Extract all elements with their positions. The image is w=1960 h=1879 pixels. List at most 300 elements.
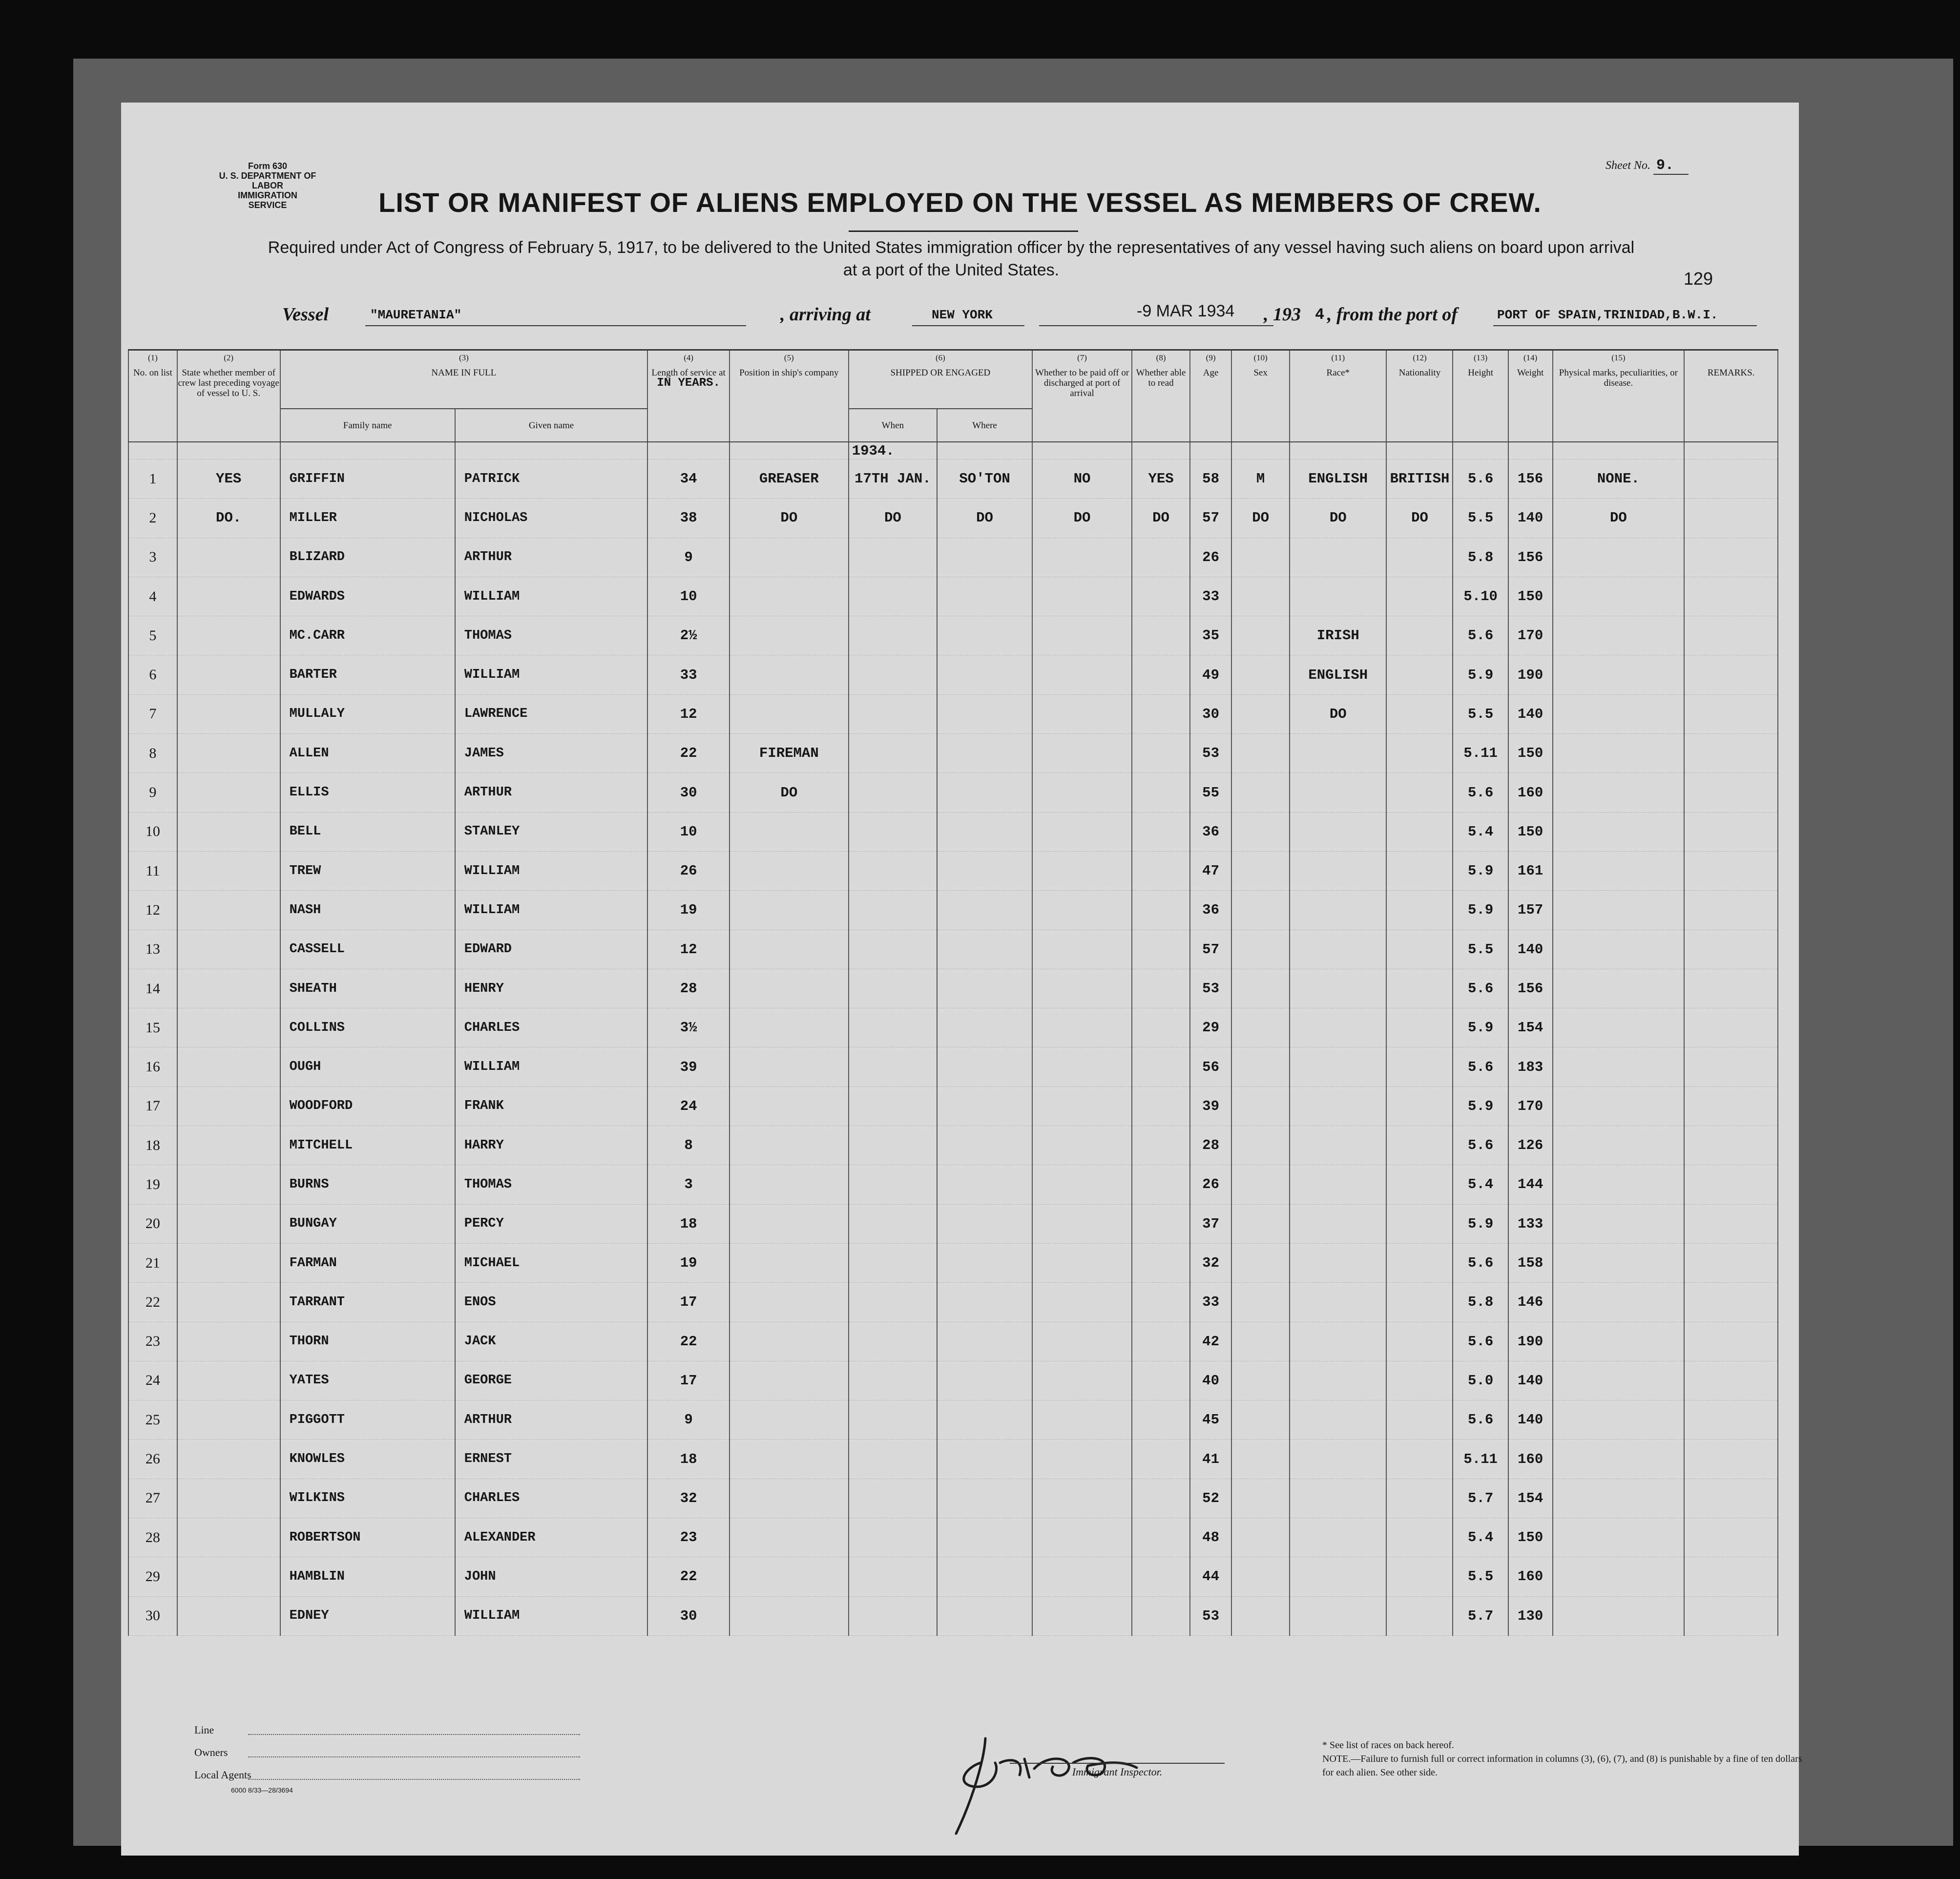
col-header-shipped: (6) SHIPPED OR ENGAGED <box>849 350 1032 409</box>
remarks-cell <box>1684 930 1778 969</box>
age-cell: 56 <box>1190 1047 1231 1086</box>
row-number-cell: 20 <box>128 1204 177 1243</box>
years-of-service-cell: 22 <box>647 1322 730 1361</box>
row-number-cell: 30 <box>128 1596 177 1635</box>
age-cell: 57 <box>1190 930 1231 969</box>
date-stamp: -9 MAR 1934 <box>1137 302 1235 320</box>
able-to-read-cell <box>1132 1008 1190 1047</box>
shipped-when-cell <box>849 812 937 851</box>
age-cell: 44 <box>1190 1557 1231 1596</box>
given-name-cell: WILLIAM <box>455 655 647 694</box>
row-number-cell: 5 <box>128 616 177 655</box>
able-to-read-cell <box>1132 1361 1190 1400</box>
weight-cell: 140 <box>1508 694 1553 733</box>
shipped-where-cell <box>937 773 1032 812</box>
given-name-cell: WILLIAM <box>455 1596 647 1635</box>
shipped-when-cell <box>849 1008 937 1047</box>
footer-notes <box>1322 1738 1811 1779</box>
family-name-cell: EDWARDS <box>280 577 455 616</box>
sex-cell <box>1231 538 1290 577</box>
family-name-cell: BUNGAY <box>280 1204 455 1243</box>
height-cell: 5.9 <box>1453 1086 1508 1126</box>
height-cell: 5.6 <box>1453 773 1508 812</box>
age-cell: 37 <box>1190 1204 1231 1243</box>
nationality-cell <box>1386 851 1453 890</box>
weight-cell: 160 <box>1508 773 1553 812</box>
family-name-cell: THORN <box>280 1322 455 1361</box>
weight-cell: 183 <box>1508 1047 1553 1086</box>
table-row <box>128 1440 1778 1479</box>
sheet-number-value: 9. <box>1653 157 1689 175</box>
given-name-cell: JACK <box>455 1322 647 1361</box>
shipped-where-cell: SO'TON <box>937 459 1032 499</box>
table-row <box>128 1126 1778 1165</box>
position-cell: DO <box>730 773 849 812</box>
years-of-service-cell: 33 <box>647 655 730 694</box>
age-cell: 45 <box>1190 1400 1231 1440</box>
sex-cell <box>1231 1440 1290 1479</box>
remarks-cell <box>1684 891 1778 930</box>
remarks-cell <box>1684 1008 1778 1047</box>
shipped-where-cell <box>937 930 1032 969</box>
previous-voyage-cell <box>177 734 280 773</box>
years-of-service-cell: 17 <box>647 1361 730 1400</box>
title-underline <box>849 230 1078 232</box>
shipped-where-cell <box>937 851 1032 890</box>
weight-cell: 140 <box>1508 499 1553 538</box>
able-to-read-cell <box>1132 1243 1190 1282</box>
able-to-read-cell <box>1132 1400 1190 1440</box>
shipped-where-cell <box>937 1361 1032 1400</box>
col-header-height: (13) Height <box>1453 350 1508 442</box>
family-name-cell: KNOWLES <box>280 1440 455 1479</box>
table-row <box>128 891 1778 930</box>
arrival-port: NEW YORK <box>932 308 993 322</box>
age-cell: 36 <box>1190 812 1231 851</box>
paid-off-cell <box>1032 616 1132 655</box>
paid-off-cell <box>1032 1322 1132 1361</box>
line-label: Line <box>194 1724 214 1736</box>
previous-voyage-cell: YES <box>177 459 280 499</box>
height-cell: 5.5 <box>1453 930 1508 969</box>
weight-cell: 140 <box>1508 930 1553 969</box>
page-subtitle: Required under Act of Congress of February 5, 1917, to be delivered to the United States immigration officer by the representatives of any vessel having such aliens on board upon arrival at a port of the United States. <box>268 238 1635 279</box>
paid-off-cell <box>1032 1283 1132 1322</box>
weight-cell: 150 <box>1508 1518 1553 1557</box>
shipped-where-cell <box>937 1283 1032 1322</box>
given-name-cell: ARTHUR <box>455 1400 647 1440</box>
previous-voyage-cell <box>177 616 280 655</box>
remarks-cell <box>1684 694 1778 733</box>
height-cell: 5.5 <box>1453 694 1508 733</box>
weight-cell: 161 <box>1508 851 1553 890</box>
shipped-where-cell <box>937 734 1032 773</box>
family-name-cell: MULLALY <box>280 694 455 733</box>
sex-cell <box>1231 891 1290 930</box>
table-row <box>128 655 1778 694</box>
row-number-cell: 25 <box>128 1400 177 1440</box>
able-to-read-cell <box>1132 1204 1190 1243</box>
weight-cell: 156 <box>1508 969 1553 1008</box>
from-port-label: , from the port of <box>1327 304 1458 325</box>
age-cell: 58 <box>1190 459 1231 499</box>
position-cell <box>730 891 849 930</box>
position-cell <box>730 616 849 655</box>
shipped-when-cell <box>849 773 937 812</box>
col-header-race: (11) Race* <box>1290 350 1386 442</box>
row-number-cell: 4 <box>128 577 177 616</box>
nationality-cell <box>1386 1322 1453 1361</box>
family-name-cell: COLLINS <box>280 1008 455 1047</box>
paid-off-cell <box>1032 1479 1132 1518</box>
age-cell: 36 <box>1190 891 1231 930</box>
given-name-cell: THOMAS <box>455 616 647 655</box>
remarks-cell <box>1684 1596 1778 1635</box>
family-name-cell: ROBERTSON <box>280 1518 455 1557</box>
family-name-cell: MC.CARR <box>280 616 455 655</box>
paid-off-cell <box>1032 1204 1132 1243</box>
row-number-cell: 27 <box>128 1479 177 1518</box>
years-of-service-cell: 18 <box>647 1204 730 1243</box>
previous-voyage-cell <box>177 1243 280 1282</box>
shipped-where-cell <box>937 1243 1032 1282</box>
given-name-cell: JOHN <box>455 1557 647 1596</box>
shipped-where-cell: DO <box>937 499 1032 538</box>
col-header-paid-off: (7) Whether to be paid off or discharged at port of arrival <box>1032 350 1132 442</box>
age-cell: 47 <box>1190 851 1231 890</box>
race-cell <box>1290 1440 1386 1479</box>
col-header-family-name: Family name <box>280 409 455 442</box>
sex-cell <box>1231 1596 1290 1635</box>
row-number-cell: 24 <box>128 1361 177 1400</box>
given-name-cell: GEORGE <box>455 1361 647 1400</box>
height-cell: 5.6 <box>1453 616 1508 655</box>
family-name-cell: WOODFORD <box>280 1086 455 1126</box>
years-of-service-cell: 34 <box>647 459 730 499</box>
years-of-service-cell: 30 <box>647 773 730 812</box>
physical-marks-cell <box>1553 538 1685 577</box>
table-row <box>128 1047 1778 1086</box>
remarks-cell <box>1684 538 1778 577</box>
given-name-cell: STANLEY <box>455 812 647 851</box>
shipped-where-cell <box>937 1008 1032 1047</box>
sex-cell <box>1231 1126 1290 1165</box>
physical-marks-cell <box>1553 1008 1685 1047</box>
race-cell <box>1290 1047 1386 1086</box>
service-name: IMMIGRATION SERVICE <box>238 190 297 210</box>
sex-cell <box>1231 577 1290 616</box>
able-to-read-cell <box>1132 616 1190 655</box>
family-name-cell: MILLER <box>280 499 455 538</box>
family-name-cell: NASH <box>280 891 455 930</box>
able-to-read-cell <box>1132 1086 1190 1126</box>
nationality-cell <box>1386 1361 1453 1400</box>
family-name-cell: ALLEN <box>280 734 455 773</box>
paid-off-cell <box>1032 1126 1132 1165</box>
given-name-cell: HENRY <box>455 969 647 1008</box>
nationality-cell <box>1386 616 1453 655</box>
family-name-cell: TARRANT <box>280 1283 455 1322</box>
shipped-when-cell <box>849 1400 937 1440</box>
weight-cell: 146 <box>1508 1283 1553 1322</box>
row-number-cell: 17 <box>128 1086 177 1126</box>
race-cell <box>1290 1165 1386 1204</box>
nationality-cell <box>1386 1440 1453 1479</box>
height-cell: 5.9 <box>1453 891 1508 930</box>
weight-cell: 190 <box>1508 1322 1553 1361</box>
nationality-cell <box>1386 1204 1453 1243</box>
year-digit: 4 <box>1315 306 1325 324</box>
able-to-read-cell <box>1132 655 1190 694</box>
years-of-service-cell: 26 <box>647 851 730 890</box>
weight-cell: 157 <box>1508 891 1553 930</box>
previous-voyage-cell <box>177 1126 280 1165</box>
previous-voyage-cell <box>177 577 280 616</box>
position-cell <box>730 1086 849 1126</box>
weight-cell: 130 <box>1508 1596 1553 1635</box>
able-to-read-cell: YES <box>1132 459 1190 499</box>
physical-marks-cell <box>1553 1479 1685 1518</box>
sex-cell <box>1231 1479 1290 1518</box>
able-to-read-cell: DO <box>1132 499 1190 538</box>
age-cell: 26 <box>1190 538 1231 577</box>
age-cell: 32 <box>1190 1243 1231 1282</box>
sex-cell <box>1231 1283 1290 1322</box>
shipped-when-cell <box>849 1126 937 1165</box>
shipped-where-cell <box>937 1322 1032 1361</box>
col-header-name: (3) NAME IN FULL <box>280 350 648 409</box>
remarks-cell <box>1684 969 1778 1008</box>
paid-off-cell <box>1032 655 1132 694</box>
row-number-cell: 6 <box>128 655 177 694</box>
physical-marks-cell <box>1553 1047 1685 1086</box>
shipped-where-cell <box>937 1400 1032 1440</box>
able-to-read-cell <box>1132 1518 1190 1557</box>
weight-cell: 160 <box>1508 1440 1553 1479</box>
col-header-length-of-service: (4) Length of service at IN YEARS. <box>647 350 730 442</box>
races-note: * See list of races on back hereof. <box>1322 1740 1454 1751</box>
form-print-code: 6000 8/33—28/3694 <box>231 1786 293 1794</box>
row-number-cell: 12 <box>128 891 177 930</box>
shipped-where-cell <box>937 1165 1032 1204</box>
position-cell <box>730 1557 849 1596</box>
position-cell <box>730 1283 849 1322</box>
race-cell <box>1290 1283 1386 1322</box>
previous-voyage-cell <box>177 1283 280 1322</box>
height-cell: 5.8 <box>1453 538 1508 577</box>
position-cell <box>730 1479 849 1518</box>
col-header-weight: (14) Weight <box>1508 350 1553 442</box>
table-row <box>128 773 1778 812</box>
years-of-service-cell: 10 <box>647 812 730 851</box>
able-to-read-cell <box>1132 1126 1190 1165</box>
race-cell <box>1290 1204 1386 1243</box>
paid-off-cell <box>1032 1008 1132 1047</box>
shipped-when-cell <box>849 1596 937 1635</box>
paid-off-cell: NO <box>1032 459 1132 499</box>
sex-cell <box>1231 1400 1290 1440</box>
col-header-remarks: REMARKS. <box>1684 350 1778 442</box>
row-number-cell: 1 <box>128 459 177 499</box>
shipped-where-cell <box>937 1557 1032 1596</box>
height-cell: 5.6 <box>1453 1126 1508 1165</box>
paid-off-cell <box>1032 1086 1132 1126</box>
family-name-cell: BURNS <box>280 1165 455 1204</box>
table-row <box>128 851 1778 890</box>
years-of-service-cell: 10 <box>647 577 730 616</box>
position-cell <box>730 694 849 733</box>
given-name-cell: PATRICK <box>455 459 647 499</box>
given-name-cell: EDWARD <box>455 930 647 969</box>
table-row <box>128 577 1778 616</box>
nationality-cell <box>1386 891 1453 930</box>
years-of-service-cell: 23 <box>647 1518 730 1557</box>
sex-cell: DO <box>1231 499 1290 538</box>
nationality-cell <box>1386 1047 1453 1086</box>
previous-voyage-cell <box>177 1557 280 1596</box>
remarks-cell <box>1684 1204 1778 1243</box>
shipped-when-cell <box>849 891 937 930</box>
remarks-cell <box>1684 616 1778 655</box>
nationality-cell <box>1386 1518 1453 1557</box>
given-name-cell: ENOS <box>455 1283 647 1322</box>
shipped-where-cell <box>937 891 1032 930</box>
physical-marks-cell <box>1553 1518 1685 1557</box>
sex-cell <box>1231 851 1290 890</box>
paid-off-cell: DO <box>1032 499 1132 538</box>
row-number-cell: 21 <box>128 1243 177 1282</box>
col-header-given-name: Given name <box>455 409 647 442</box>
height-cell: 5.10 <box>1453 577 1508 616</box>
race-cell <box>1290 891 1386 930</box>
departure-port: PORT OF SPAIN,TRINIDAD,B.W.I. <box>1497 308 1718 322</box>
remarks-cell <box>1684 851 1778 890</box>
shipped-when-cell <box>849 616 937 655</box>
sex-cell <box>1231 1518 1290 1557</box>
physical-marks-cell <box>1553 1243 1685 1282</box>
table-row <box>128 1479 1778 1518</box>
nationality-cell <box>1386 1086 1453 1126</box>
position-cell <box>730 1126 849 1165</box>
row-number-cell: 13 <box>128 930 177 969</box>
manifest-sheet <box>121 103 1802 1856</box>
family-name-cell: EDNEY <box>280 1596 455 1635</box>
owners-block <box>194 1724 251 1791</box>
family-name-cell: YATES <box>280 1361 455 1400</box>
previous-voyage-cell <box>177 694 280 733</box>
shipped-where-cell <box>937 538 1032 577</box>
weight-cell: 170 <box>1508 1086 1553 1126</box>
row-number-cell: 9 <box>128 773 177 812</box>
physical-marks-cell <box>1553 930 1685 969</box>
years-of-service-cell: 30 <box>647 1596 730 1635</box>
remarks-cell <box>1684 734 1778 773</box>
shipped-when-cell <box>849 930 937 969</box>
paid-off-cell <box>1032 694 1132 733</box>
paid-off-cell <box>1032 1518 1132 1557</box>
able-to-read-cell <box>1132 812 1190 851</box>
shipped-when-cell <box>849 734 937 773</box>
sex-cell <box>1231 1204 1290 1243</box>
shipped-when-cell <box>849 577 937 616</box>
age-cell: 40 <box>1190 1361 1231 1400</box>
shipped-where-cell <box>937 694 1032 733</box>
family-name-cell: MITCHELL <box>280 1126 455 1165</box>
height-cell: 5.11 <box>1453 1440 1508 1479</box>
race-cell <box>1290 1361 1386 1400</box>
row-number-cell: 28 <box>128 1518 177 1557</box>
race-cell <box>1290 1243 1386 1282</box>
row-number-cell: 23 <box>128 1322 177 1361</box>
remarks-cell <box>1684 1322 1778 1361</box>
previous-voyage-cell <box>177 969 280 1008</box>
previous-voyage-cell <box>177 1204 280 1243</box>
race-cell <box>1290 577 1386 616</box>
previous-voyage-cell <box>177 1008 280 1047</box>
weight-cell: 144 <box>1508 1165 1553 1204</box>
voyage-line <box>282 304 1747 333</box>
family-name-cell: FARMAN <box>280 1243 455 1282</box>
paid-off-cell <box>1032 851 1132 890</box>
position-cell <box>730 1165 849 1204</box>
shipped-where-cell <box>937 1126 1032 1165</box>
sex-cell <box>1231 812 1290 851</box>
shipped-when-cell <box>849 1322 937 1361</box>
col-header-sex: (10) Sex <box>1231 350 1290 442</box>
previous-voyage-cell: DO. <box>177 499 280 538</box>
years-of-service-cell: 32 <box>647 1479 730 1518</box>
given-name-cell: ARTHUR <box>455 773 647 812</box>
race-cell: DO <box>1290 694 1386 733</box>
nationality-cell <box>1386 930 1453 969</box>
physical-marks-cell <box>1553 773 1685 812</box>
shipped-where-cell <box>937 616 1032 655</box>
previous-voyage-cell <box>177 655 280 694</box>
height-cell: 5.9 <box>1453 1008 1508 1047</box>
nationality-cell <box>1386 655 1453 694</box>
race-cell <box>1290 812 1386 851</box>
paid-off-cell <box>1032 734 1132 773</box>
col-header-position: (5) Position in ship's company <box>730 350 849 442</box>
inspector-label: Immigrant Inspector. <box>1010 1763 1225 1778</box>
paid-off-cell <box>1032 1400 1132 1440</box>
family-name-cell: TREW <box>280 851 455 890</box>
position-cell <box>730 1596 849 1635</box>
nationality-cell: BRITISH <box>1386 459 1453 499</box>
year-row <box>128 442 1778 459</box>
given-name-cell: CHARLES <box>455 1008 647 1047</box>
weight-cell: 154 <box>1508 1479 1553 1518</box>
years-of-service-cell: 28 <box>647 969 730 1008</box>
physical-marks-cell <box>1553 1126 1685 1165</box>
table-row <box>128 734 1778 773</box>
height-cell: 5.6 <box>1453 969 1508 1008</box>
able-to-read-cell <box>1132 930 1190 969</box>
height-cell: 5.7 <box>1453 1596 1508 1635</box>
physical-marks-cell <box>1553 1086 1685 1126</box>
age-cell: 29 <box>1190 1008 1231 1047</box>
physical-marks-cell <box>1553 734 1685 773</box>
table-row <box>128 1322 1778 1361</box>
age-cell: 30 <box>1190 694 1231 733</box>
given-name-cell: JAMES <box>455 734 647 773</box>
sex-cell <box>1231 1008 1290 1047</box>
race-cell <box>1290 1126 1386 1165</box>
weight-cell: 156 <box>1508 538 1553 577</box>
race-cell <box>1290 1479 1386 1518</box>
age-cell: 48 <box>1190 1518 1231 1557</box>
shipped-when-cell <box>849 1243 937 1282</box>
